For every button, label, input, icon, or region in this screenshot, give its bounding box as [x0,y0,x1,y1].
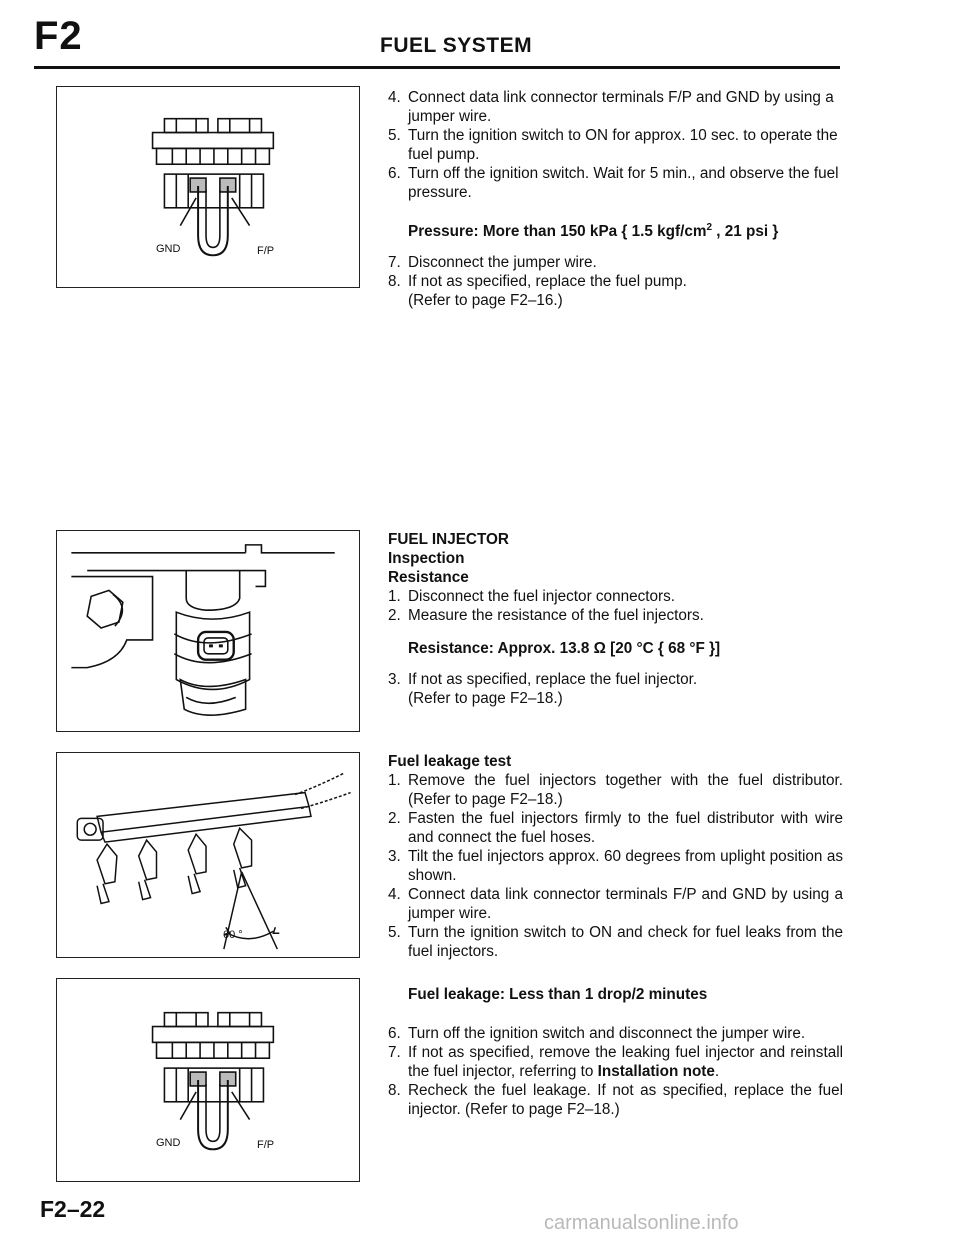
sub-heading: Inspection [388,550,465,567]
step-number: 1. [388,588,401,605]
step-text: Tilt the fuel injectors approx. 60 degrees from uplight position as shown. [408,848,843,884]
step-text: Turn the ignition switch to ON for approx. 10 sec. to operate the fuel pump. [408,127,838,163]
gnd-label: GND [156,1137,181,1149]
step-number: 5. [388,924,401,941]
sub-heading-2: Resistance [388,569,469,586]
spec-sup: 2 [706,221,712,233]
injector-rail-diagram [57,753,359,957]
header-rule [34,66,840,69]
fp-label: F/P [257,1139,275,1151]
step-number: 8. [388,1082,401,1099]
step-number: 6. [388,1025,401,1042]
step-text: Measure the resistance of the fuel injectors. [408,607,704,624]
step-number: 6. [388,165,401,182]
list-item [388,809,843,847]
step-number: 5. [388,127,401,144]
list-item [388,272,843,310]
watermark: carmanualsonline.info [544,1212,739,1234]
angle-label: 60 ° [223,929,243,941]
section-code: F2 [34,14,83,58]
spec-text-end: , 21 psi } [712,223,779,240]
resistance-spec: Resistance: Approx. 13.8 Ω [20 °C { 68 °F }] [408,640,721,657]
figure-injector-connector [56,530,360,732]
list-item [388,771,843,809]
list-item [388,923,843,961]
list-item [388,670,843,708]
list-item [388,1043,843,1081]
figure-injector-rail [56,752,360,958]
step-text: Remove the fuel injectors together with the fuel distributor. (Refer to page F2–18.) [408,772,843,808]
step-text: Connect data link connector terminals F/P and GND by using a jumper wire. [408,89,834,125]
figure-connector-bottom [56,978,360,1182]
spec-text: Pressure: More than 150 kPa { 1.5 kgf/cm [408,223,707,240]
list-item [388,847,843,885]
step-number: 2. [388,607,401,624]
leakage-spec: Fuel leakage: Less than 1 drop/2 minutes [408,986,708,1003]
injector-connector-diagram [57,531,359,731]
step-text-end: . [714,1063,720,1080]
list-item [388,606,843,625]
step-text: Turn off the ignition switch. Wait for 5 min., and observe the fuel pressure. [408,165,839,201]
step-ref: (Refer to page F2–16.) [408,292,563,309]
connector-diagram [57,87,359,287]
step-number: 7. [388,254,401,271]
figure-connector-top [56,86,360,288]
page-title: FUEL SYSTEM [380,34,533,57]
step-number: 8. [388,273,401,290]
step-text: Disconnect the fuel injector connectors. [408,588,675,605]
step-text: Recheck the fuel leakage. If not as specified, replace the fuel injector. (Refer to page F2–18.) [408,1082,843,1118]
step-text: Turn off the ignition switch and disconnect the jumper wire. [408,1025,806,1042]
pressure-spec [408,222,843,241]
step-number: 2. [388,810,401,827]
step-number: 4. [388,886,401,903]
fp-label: F/P [257,245,275,257]
step-text: Turn the ignition switch to ON and check for fuel leaks from the fuel injectors. [408,924,843,960]
step-text-bold: Installation note [597,1063,715,1080]
step-number: 7. [388,1044,401,1061]
section-heading: Fuel leakage test [388,753,512,770]
step-text: Disconnect the jumper wire. [408,254,597,271]
fuel-pump-section [388,88,843,310]
page-number: F2–22 [40,1196,106,1222]
step-ref: (Refer to page F2–18.) [408,690,563,707]
step-number: 3. [388,671,401,688]
step-number: 1. [388,772,401,789]
list-item [388,885,843,923]
list-item [388,253,843,272]
list-item [388,88,843,126]
section-heading: FUEL INJECTOR [388,531,509,548]
fuel-injector-section [388,530,843,708]
list-item [388,164,843,202]
fuel-leakage-section [388,752,843,1119]
list-item [388,587,843,606]
list-item [388,126,843,164]
step-text: If not as specified, replace the fuel pump. [408,273,687,290]
step-number: 3. [388,848,401,865]
list-item [388,1081,843,1119]
list-item [388,1024,843,1043]
step-text: If not as specified, remove the leaking fuel injector and reinstall the fuel injector, referring to [408,1044,843,1080]
step-number: 4. [388,89,401,106]
connector-diagram-2 [57,979,359,1181]
gnd-label: GND [156,243,181,255]
step-text: Fasten the fuel injectors firmly to the fuel distributor with wire and connect the fuel hoses. [408,810,843,846]
step-text: Connect data link connector terminals F/P and GND by using a jumper wire. [408,886,843,922]
step-text: If not as specified, replace the fuel injector. [408,671,698,688]
